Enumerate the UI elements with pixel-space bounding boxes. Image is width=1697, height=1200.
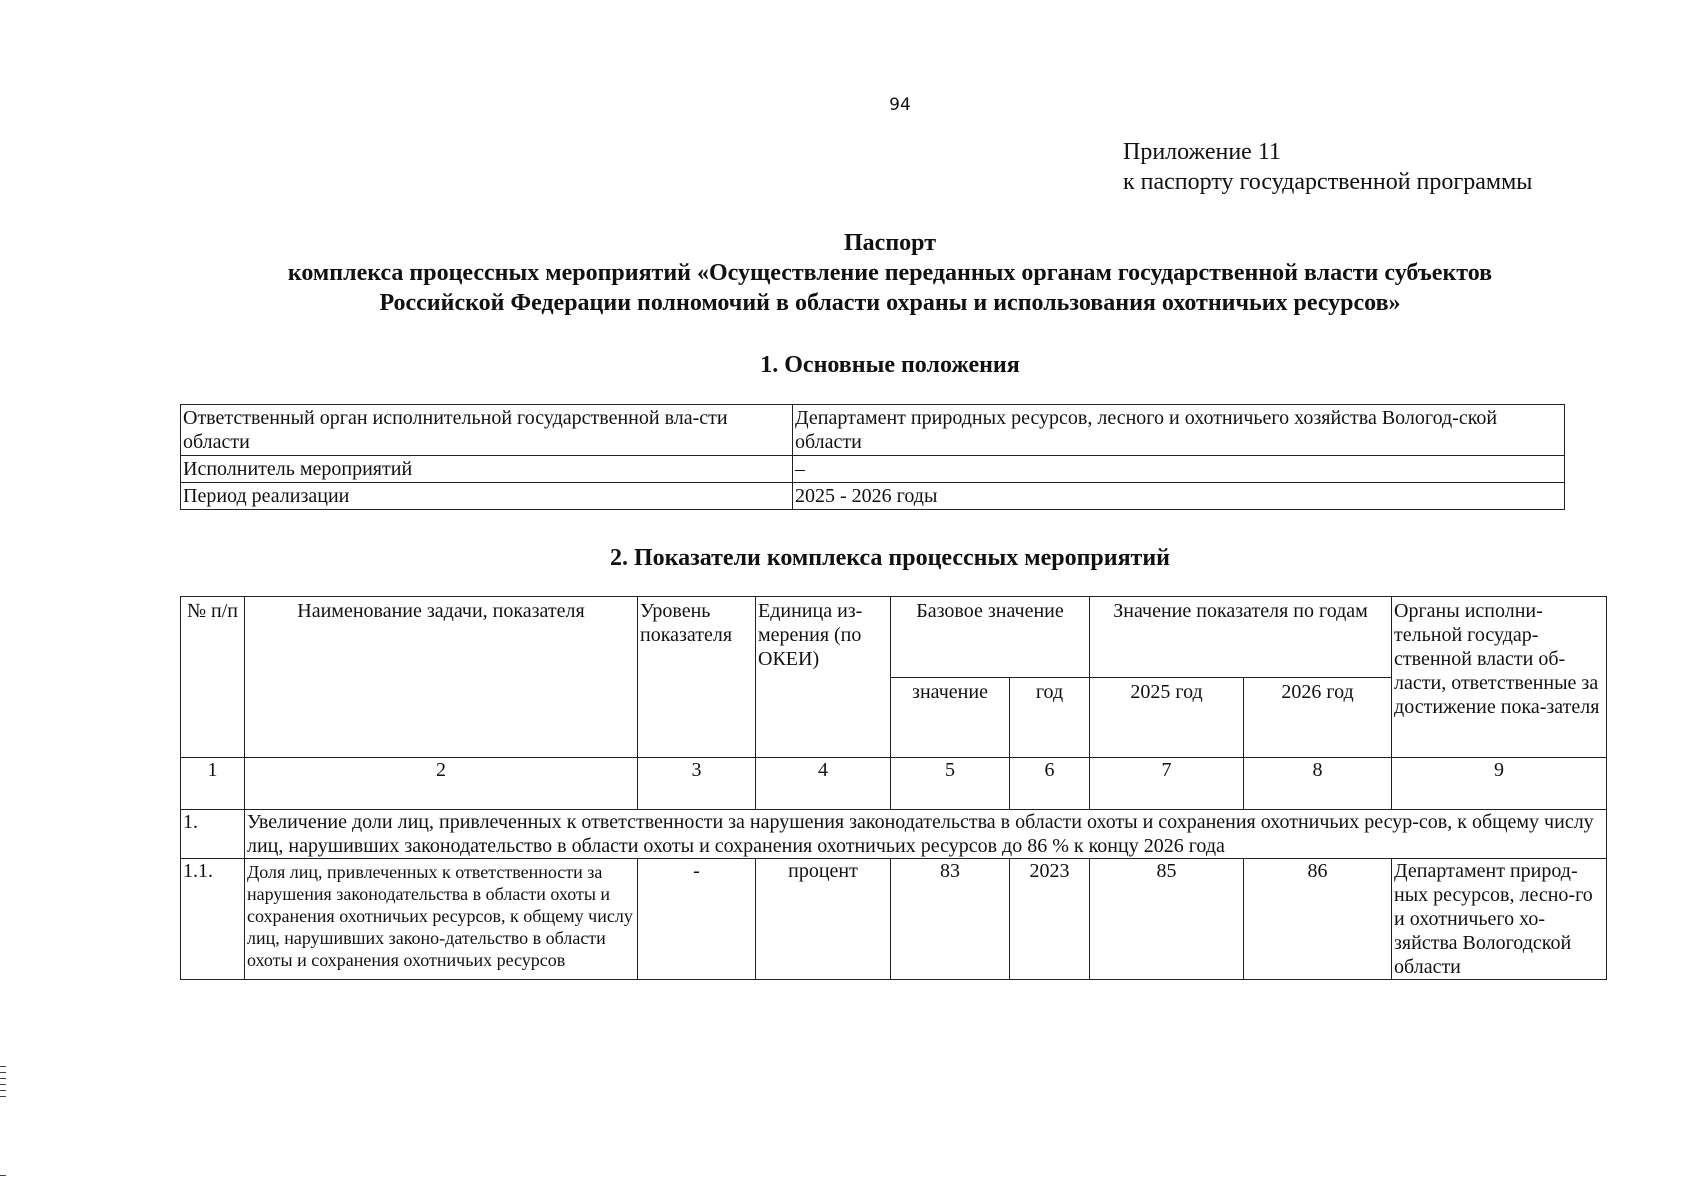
row-label: Исполнитель мероприятий bbox=[181, 456, 793, 483]
indicator-2026: 86 bbox=[1244, 859, 1392, 980]
indicator-num: 1.1. bbox=[181, 859, 245, 980]
col-number: 4 bbox=[756, 758, 891, 810]
col-number: 1 bbox=[181, 758, 245, 810]
row-value: Департамент природных ресурсов, лесного и охотничьего хозяйства Вологод-ской области bbox=[793, 405, 1565, 456]
header-base-year: год bbox=[1010, 677, 1090, 758]
title-line-1: Паспорт bbox=[844, 230, 936, 256]
indicator-name: Доля лиц, привлеченных к ответственности за нарушения законодательства в области охоты и сохранения охотничьих ресурсов, к общему числу лиц, нарушивших законо-дательство в области охоты и сохранения охотничьих ресурсов bbox=[245, 859, 638, 980]
row-value: 2025 - 2026 годы bbox=[793, 483, 1565, 510]
header-name: Наименование задачи, показателя bbox=[245, 597, 638, 758]
header-2025: 2025 год bbox=[1090, 677, 1244, 758]
indicator-unit: процент bbox=[756, 859, 891, 980]
header-num: № п/п bbox=[181, 597, 245, 758]
indicators-table bbox=[180, 596, 1607, 980]
task-text: Увеличение доли лиц, привлеченных к ответственности за нарушения законодательства в области охоты и сохранения охотничьих ресур-сов, к общему числу лиц, нарушивших законодательство в области охоты и сохранения охотничьих ресурсов до 86 % к концу 2026 года bbox=[245, 810, 1607, 859]
appendix-line-2: к паспорту государственной программы bbox=[1123, 169, 1533, 195]
row-label: Ответственный орган исполнительной государственной вла-сти области bbox=[181, 405, 793, 456]
scan-margin-mark bbox=[0, 1175, 6, 1176]
row-value: – bbox=[793, 456, 1565, 483]
section-1-heading: 1. Основные положения bbox=[760, 352, 1020, 378]
col-number: 3 bbox=[638, 758, 756, 810]
basic-info-table bbox=[180, 404, 1565, 510]
table-row bbox=[181, 405, 1565, 456]
scan-margin-mark bbox=[0, 1090, 6, 1091]
scan-margin-mark bbox=[0, 1096, 6, 1097]
task-row bbox=[181, 810, 1607, 859]
table-row bbox=[181, 483, 1565, 510]
col-number: 9 bbox=[1392, 758, 1607, 810]
indicator-2025: 85 bbox=[1090, 859, 1244, 980]
indicator-base-year: 2023 bbox=[1010, 859, 1090, 980]
document-title bbox=[180, 228, 1600, 318]
column-number-row bbox=[181, 758, 1607, 810]
appendix-line-1: Приложение 11 bbox=[1123, 139, 1281, 165]
col-number: 6 bbox=[1010, 758, 1090, 810]
col-number: 7 bbox=[1090, 758, 1244, 810]
row-label: Период реализации bbox=[181, 483, 793, 510]
section-2-heading: 2. Показатели комплекса процессных мероприятий bbox=[609, 545, 1170, 571]
header-unit: Единица из-мерения (по ОКЕИ) bbox=[756, 597, 891, 758]
col-number: 8 bbox=[1244, 758, 1392, 810]
table-row bbox=[181, 456, 1565, 483]
title-line-3: Российской Федерации полномочий в области охраны и использования охотничьих ресурсов» bbox=[379, 290, 1401, 316]
header-level: Уровень показателя bbox=[638, 597, 756, 758]
title-line-2: комплекса процессных мероприятий «Осуществление переданных органам государственной власти субъектов bbox=[287, 260, 1493, 286]
header-base-value: значение bbox=[891, 677, 1010, 758]
appendix-note bbox=[1123, 137, 1532, 197]
col-number: 5 bbox=[891, 758, 1010, 810]
col-number: 2 bbox=[245, 758, 638, 810]
scan-margin-mark bbox=[0, 1072, 6, 1073]
header-base: Базовое значение bbox=[891, 597, 1090, 678]
scan-margin-mark bbox=[0, 1078, 6, 1079]
indicator-org: Департамент природ-ных ресурсов, лесно-го и охотничьего хо-зяйства Вологодской области bbox=[1392, 859, 1607, 980]
header-row bbox=[181, 597, 1607, 678]
indicator-row bbox=[181, 859, 1607, 980]
page-number: 94 bbox=[889, 95, 911, 115]
header-2026: 2026 год bbox=[1244, 677, 1392, 758]
header-by-years: Значение показателя по годам bbox=[1090, 597, 1392, 678]
scan-margin-mark bbox=[0, 1084, 6, 1085]
indicator-level: - bbox=[638, 859, 756, 980]
indicator-base-value: 83 bbox=[891, 859, 1010, 980]
header-orgs: Органы исполни-тельной государ-ственной власти об-ласти, ответственные за достижение пока-зателя bbox=[1392, 597, 1607, 758]
task-num: 1. bbox=[181, 810, 245, 859]
scan-margin-mark bbox=[0, 1066, 6, 1067]
